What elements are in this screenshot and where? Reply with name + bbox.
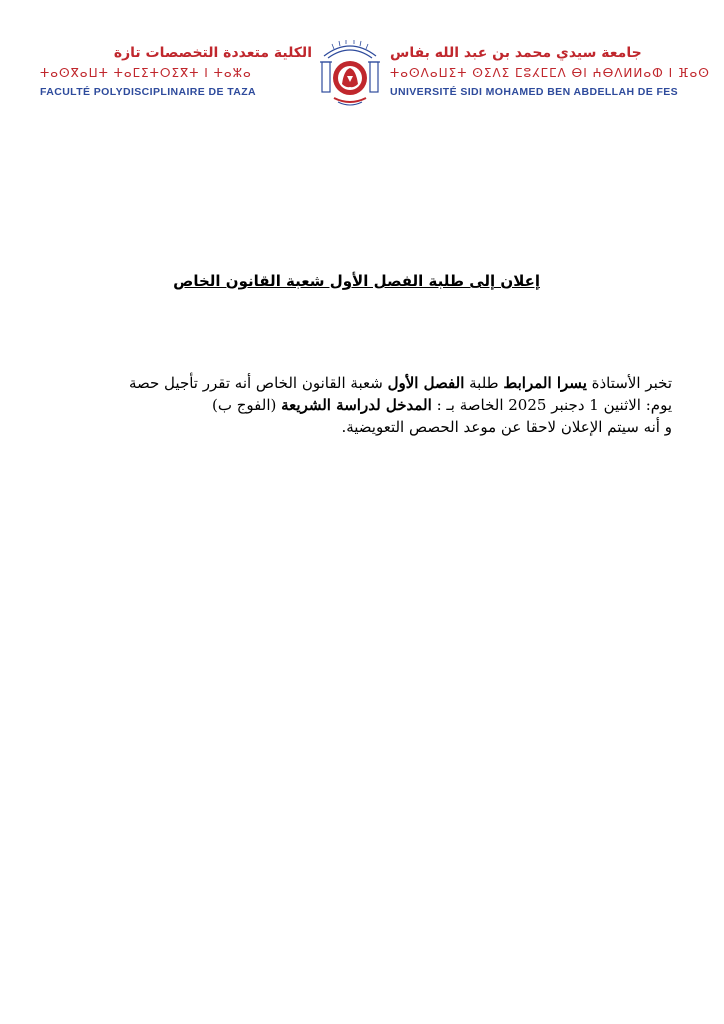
text-segment: (الفوج ب) — [211, 396, 282, 414]
notice-line-2 — [60, 394, 672, 416]
university-name-tifinagh: ⵜⴰⵙⴷⴰⵡⵉⵜ ⵙⵉⴷⵉ ⵎⵓⵃⵎⵎⴷ ⴱⵏ ⵄⴱⴷⵍⵍⴰⵀ ⵏ ⴼⴰⵙ — [390, 66, 710, 80]
university-name-french: UNIVERSITÉ SIDI MOHAMED BEN ABDELLAH DE FES — [390, 86, 679, 98]
faculty-name-tifinagh: ⵜⴰⵙⴳⴰⵡⵜ ⵜⴰⵎⵉⵜⵔⵉⴳⵜ ⵏ ⵜⴰⵣⴰ — [40, 66, 252, 80]
text-segment: شعبة القانون الخاص أنه تقرر تأجيل حصة — [128, 374, 388, 392]
letterhead — [0, 40, 724, 110]
university-emblem-logo — [318, 40, 382, 110]
text-segment: تخبر الأستاذة — [586, 374, 672, 392]
notice-title: إعلان إلى طلبة الفصل الأول شعبة القانون الخاص — [173, 272, 540, 290]
text-segment: يوم: الاثنين 1 دجنبر 2025 الخاصة بـ : — [431, 396, 672, 414]
faculty-block — [40, 44, 312, 99]
semester-name: الفصل الأول — [387, 374, 465, 392]
notice-line-1 — [60, 372, 672, 394]
notice-line-3: و أنه سيتم الإعلان لاحقا عن موعد الحصص التعويضية. — [341, 418, 672, 436]
faculty-name-french: FACULTÉ POLYDISCIPLINAIRE DE TAZA — [40, 86, 257, 98]
text-segment: طلبة — [464, 374, 504, 392]
faculty-name-arabic: الكلية متعددة التخصصات تازة — [113, 45, 312, 61]
course-name: المدخل لدراسة الشريعة — [281, 396, 432, 414]
notice-body — [60, 372, 672, 438]
university-block — [390, 44, 710, 99]
teacher-name: يسرا المرابط — [503, 374, 587, 392]
university-name-arabic: جامعة سيدي محمد بن عبد الله بفاس — [390, 45, 642, 61]
